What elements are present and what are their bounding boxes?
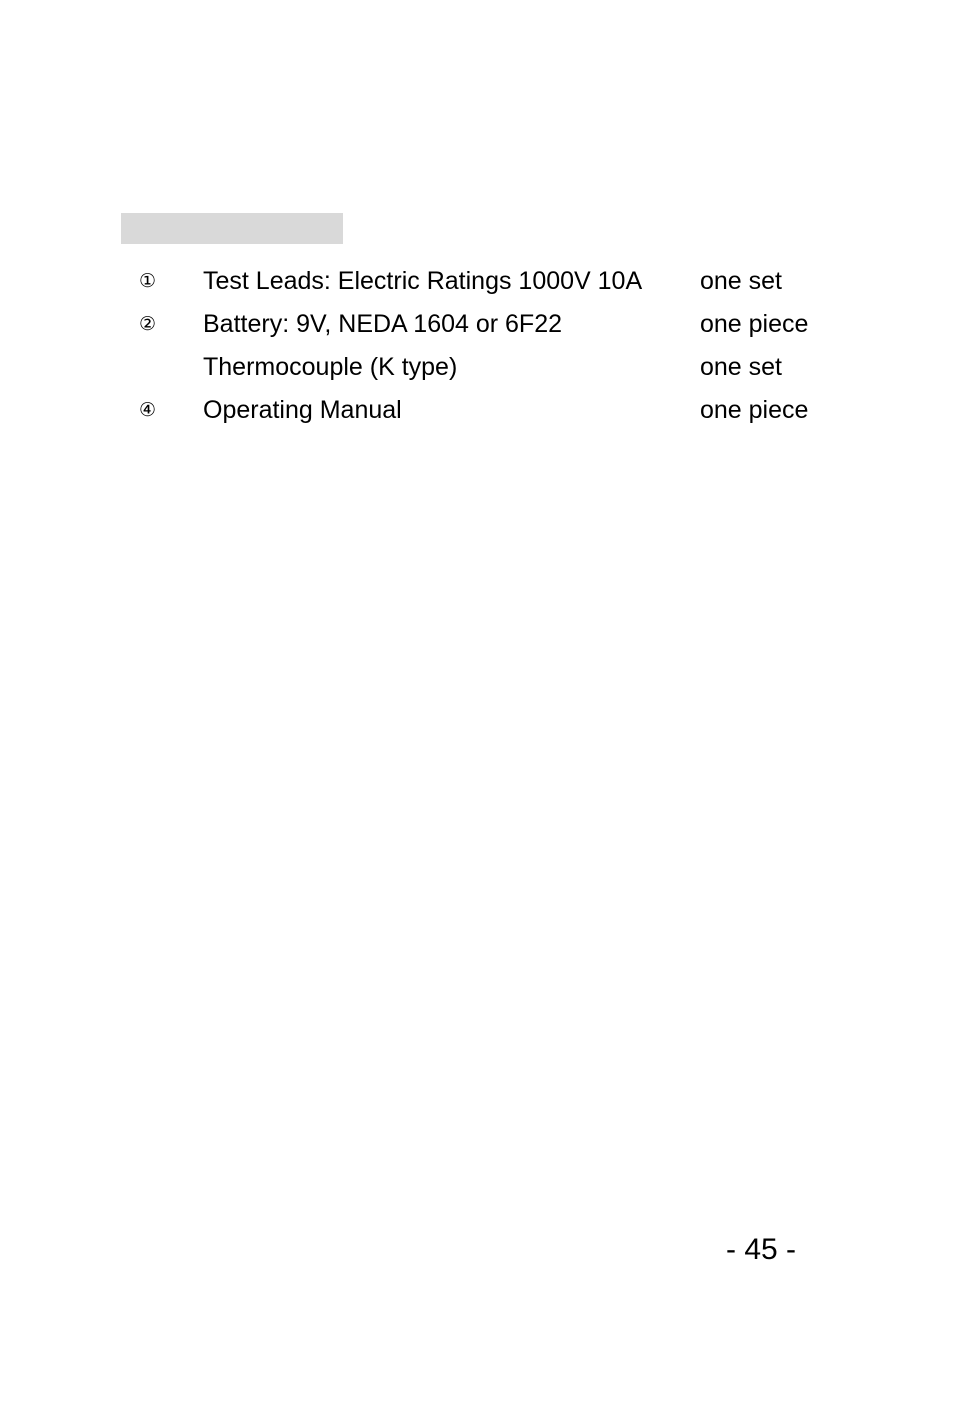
accessory-list	[0, 262, 954, 434]
section-heading-bar	[121, 213, 343, 244]
item-quantity: one set	[700, 353, 783, 381]
item-quantity: one set	[700, 267, 783, 295]
accessory-item-battery	[0, 305, 954, 348]
item-number-marker: ②	[139, 313, 157, 335]
item-description: Battery: 9V, NEDA 1604 or 6F22	[203, 310, 563, 338]
accessory-item-test-leads	[0, 262, 954, 305]
item-number-marker: ④	[139, 399, 157, 421]
accessory-item-operating-manual	[0, 391, 954, 434]
item-description: Operating Manual	[203, 396, 402, 424]
item-number-marker: ①	[139, 270, 157, 292]
item-description: Thermocouple (K type)	[203, 353, 458, 381]
item-quantity: one piece	[700, 310, 809, 338]
accessory-item-thermocouple	[0, 348, 954, 391]
item-description: Test Leads: Electric Ratings 1000V 10A	[203, 267, 643, 295]
page-number: - 45 -	[726, 1233, 797, 1266]
item-quantity: one piece	[700, 396, 809, 424]
